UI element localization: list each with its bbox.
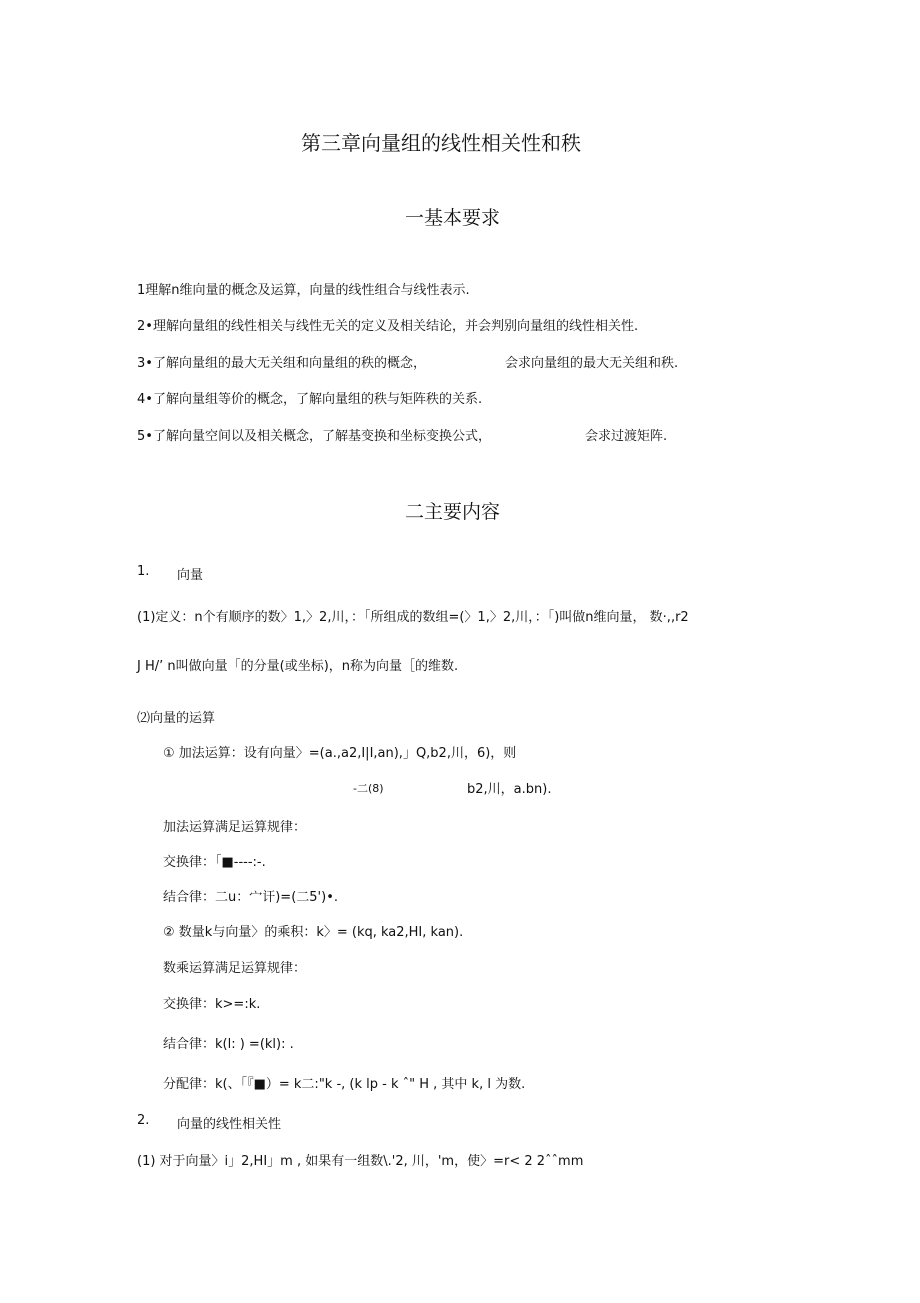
- requirement-3-cont: 会求向量组的最大无关组和秩.: [505, 356, 679, 371]
- paragraph: 结合律：二u：宀讦)=(二5')•.: [163, 890, 338, 905]
- requirement-3: 3•了解向量组的最大无关组和向量组的秩的概念，: [137, 356, 426, 371]
- requirement-4: 4•了解向量组等价的概念，了解向量组的秩与矩阵秩的关系.: [137, 392, 483, 407]
- requirement-2: 2•理解向量组的线性相关与线性无关的定义及相关结论，并会判别向量组的线性相关性.: [137, 319, 639, 334]
- paragraph: 结合律：k(l: ) =(kl): .: [163, 1037, 294, 1052]
- formula-fragment: b2,川，a.bn).: [467, 782, 552, 797]
- item-number: 2.: [137, 1113, 150, 1128]
- paragraph: J H/’ n叫做向量「的分量(或坐标)，n称为向量［的维数.: [137, 659, 459, 674]
- paragraph: ⑵向量的运算: [137, 711, 216, 726]
- requirement-1: 1理解n维向量的概念及运算，向量的线性组合与线性表示.: [137, 283, 470, 298]
- section-heading-requirements: 一基本要求: [405, 207, 501, 229]
- paragraph: 加法运算满足运算规律：: [163, 820, 307, 835]
- paragraph: ② 数量k与向量〉的乘积：k〉= (kq, ka2,HI, kan).: [163, 925, 464, 940]
- formula-fragment: -二(8): [353, 782, 384, 795]
- paragraph: 交换律：「■----:-.: [163, 855, 266, 870]
- item-number: 1.: [137, 564, 150, 579]
- paragraph: 数乘运算满足运算规律：: [163, 961, 307, 976]
- item-title: 向量: [177, 568, 204, 583]
- requirement-5-cont: 会求过渡矩阵.: [585, 429, 668, 444]
- requirement-5: 5•了解向量空间以及相关概念，了解基变换和坐标变换公式，: [137, 429, 491, 444]
- paragraph: 交换律：k>=:k.: [163, 997, 261, 1012]
- paragraph: (1) 对于向量〉i」2,HI」m , 如果有一组数\.'2, 川，'m，使〉=r< 2 2ˆˆmm: [137, 1154, 584, 1169]
- page-title: 第三章向量组的线性相关性和秩: [301, 131, 581, 155]
- paragraph: (1)定义：n个有顺序的数〉1,〉2,川，：「所组成的数组=(〉1,〉2,川，：「)叫做n维向量， 数·,,r2: [137, 610, 689, 625]
- section-heading-content: 二主要内容: [405, 501, 501, 523]
- paragraph: ① 加法运算：设有向量〉=(a.,a2,I|I,an),」Q,b2,川，6)，则: [163, 746, 517, 761]
- item-title: 向量的线性相关性: [177, 1117, 282, 1132]
- paragraph: 分配律：k(、「『■）= k二:"k -, (k lp - k ˆ" H , 其中 k, l 为数.: [163, 1077, 526, 1092]
